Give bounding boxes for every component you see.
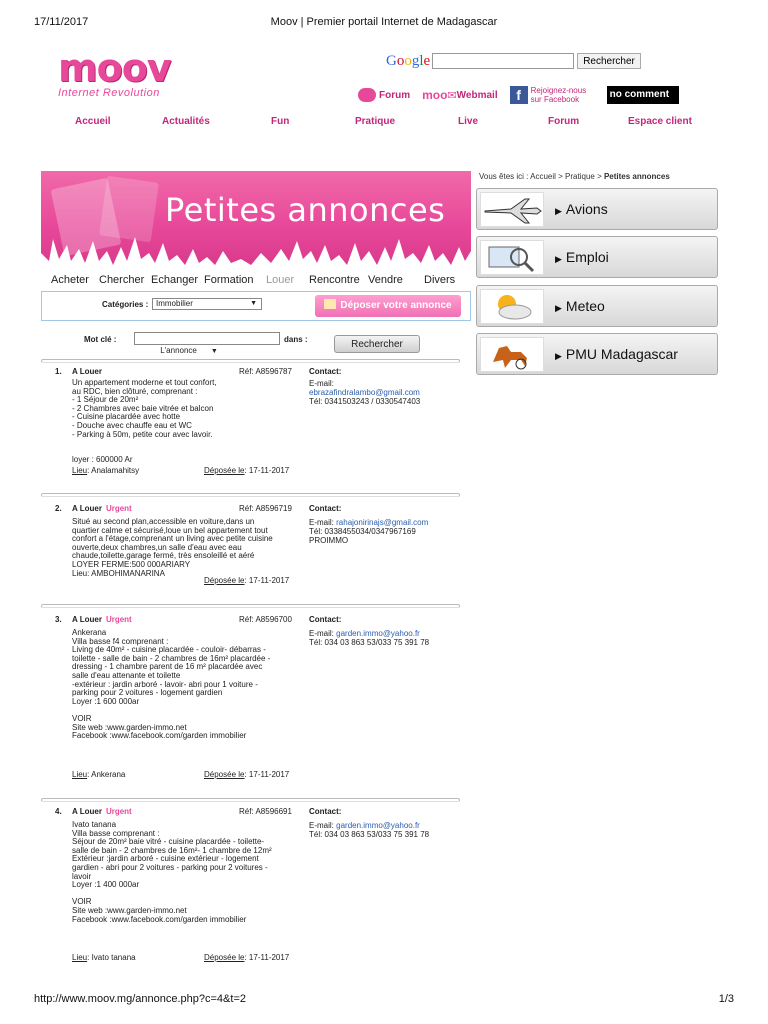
category-filter [41, 291, 471, 321]
sidebar-item-avions[interactable] [476, 188, 718, 230]
breadcrumb-current: Petites annonces [603, 172, 670, 181]
ad-divider [41, 604, 460, 608]
in-label: dans : [284, 335, 308, 344]
sun-cloud-icon [480, 289, 544, 324]
ad-type-label: A Louer [72, 367, 102, 376]
ad-contact-info [309, 629, 459, 647]
ad-email-link[interactable]: ebrazafindralambo@gmail.com [309, 388, 420, 397]
nav-forum[interactable]: Forum [548, 116, 580, 127]
nocomment-label: no comment [609, 89, 670, 100]
ad-type [72, 504, 132, 513]
keyword-input[interactable] [134, 332, 280, 345]
list-item[interactable] [41, 604, 460, 788]
urgent-badge: Urgent [105, 615, 132, 624]
ad-contact-label: Contact: [309, 367, 342, 376]
ad-email-label: E-mail: [309, 518, 334, 527]
ad-email-link[interactable]: garden.immo@yahoo.fr [336, 821, 420, 830]
deposit-ad-button[interactable] [315, 295, 461, 317]
ad-divider [41, 798, 460, 802]
tab-acheter[interactable]: Acheter [51, 274, 89, 286]
search-button[interactable]: Rechercher [577, 53, 641, 69]
tab-formation[interactable]: Formation [204, 274, 254, 286]
webmail-logo: moo [422, 88, 448, 102]
ad-number: 1. [55, 367, 62, 376]
ad-date-value: : 17-11-2017 [244, 770, 290, 779]
facebook-icon: f [510, 86, 528, 104]
triangle-right-icon: ▶ [555, 303, 562, 313]
ad-phone: Tél: 034 03 863 53/033 75 391 78 [309, 638, 430, 647]
ad-date [204, 466, 289, 475]
ad-phone: Tél: 0341503243 / 0330547403 [309, 397, 421, 406]
ad-number: 4. [55, 807, 62, 816]
moov-logo[interactable] [58, 46, 188, 100]
nav-pratique[interactable]: Pratique [355, 116, 396, 127]
ad-description: Situé au second plan,accessible en voiture,dans un quartier calme et sécurisé,loue un bel appartement tout confort a l'étage,comprenant un living avec petite cuisine ouverte,deux chambres,un salle d'eau avec eau chaude,toilette,garage fermé, très ensoleillé et aéré LOYER FERME:500 000ARIARY Lieu: AMBOHIMANARINA [72, 517, 273, 578]
print-url: http://www.moov.mg/annonce.php?c=4&t=2 [34, 993, 246, 1005]
ad-location-value: : Ivato tanana [87, 953, 136, 962]
print-title: Moov | Premier portail Internet de Madagascar [270, 16, 498, 28]
ad-contact-label: Contact: [309, 615, 342, 624]
grass-decoration-icon [41, 231, 471, 271]
ad-contact-info [309, 821, 459, 839]
ad-contact-label: Contact: [309, 807, 342, 816]
google-logo-icon: Google [386, 52, 431, 69]
ad-number: 2. [55, 504, 62, 513]
petites-annonces-banner [41, 171, 471, 271]
ad-phone: Tél: 0338455034/0347967169 PROIMMO [309, 527, 416, 545]
urgent-badge: Urgent [105, 807, 132, 816]
triangle-right-icon: ▶ [555, 206, 562, 216]
note-icon [324, 299, 336, 309]
ad-location [72, 770, 125, 779]
search-input[interactable] [432, 53, 574, 69]
ad-email-label: E-mail: [309, 379, 334, 388]
nav-accueil[interactable]: Accueil [75, 116, 111, 127]
ad-type-label: A Louer [72, 807, 102, 816]
keyword-search [0, 330, 480, 358]
banner-title: Petites annonces [165, 191, 446, 229]
ad-contact-info [309, 379, 459, 406]
nav-actualites[interactable]: Actualités [162, 116, 210, 127]
top-links [358, 84, 691, 106]
ad-reference: Réf: A8596719 [239, 504, 292, 513]
ad-location [72, 953, 136, 962]
keyword-label: Mot clé : [84, 335, 117, 344]
sidebar-item-label [555, 346, 678, 362]
airplane-icon [480, 192, 544, 227]
nav-fun[interactable]: Fun [271, 116, 290, 127]
webmail-link-label: Webmail [456, 89, 498, 101]
ad-contact-info [309, 518, 459, 545]
ad-number: 3. [55, 615, 62, 624]
sidebar-item-label [555, 298, 605, 314]
in-select[interactable] [134, 346, 244, 357]
ad-contact-label: Contact: [309, 504, 342, 513]
deposit-ad-label: Déposer votre annonce [340, 300, 452, 311]
sidebar-item-label [555, 249, 609, 265]
logo-tagline: Internet Revolution [58, 87, 160, 99]
tab-echanger[interactable]: Echanger [151, 274, 199, 286]
ad-location-value: : Ankerana [87, 770, 126, 779]
sidebar-item-label [555, 201, 608, 217]
google-search [386, 52, 641, 70]
tab-rencontre[interactable]: Rencontre [309, 274, 360, 286]
ad-reference: Réf: A8596787 [239, 367, 292, 376]
ad-location [72, 466, 139, 475]
magnifier-icon [480, 240, 544, 275]
ad-divider [41, 493, 460, 497]
breadcrumb-path[interactable]: Vous êtes ici : Accueil > Pratique > [479, 172, 604, 181]
ad-date-label: Déposée le [204, 953, 245, 962]
sidebar-avions-label: Avions [565, 201, 608, 217]
urgent-badge: Urgent [105, 504, 132, 513]
in-select-value: L'annonce [160, 346, 197, 355]
ad-description: Ivato tanana Villa basse comprenant : Séjour de 20m² baie vitré - cuisine placardée - toilette- salle de bain - 2 chambres de 16m²- 1 chambre de 12m² Extérieur :jardin arboré - cuisine extérieur - logement gardien - abri pour 2 voitures - parking pour 2 voitures - lavoir Loyer :1 400 000ar VOIR Site web :www.garden-immo.net Facebook :www.facebook.com/garden immobilier [72, 820, 272, 924]
ad-date-value: : 17-11-2017 [244, 576, 290, 585]
print-date: 17/11/2017 [34, 16, 89, 28]
ad-type [72, 367, 106, 376]
forum-link[interactable] [358, 88, 410, 102]
list-item[interactable] [41, 798, 460, 974]
print-page-number: 1/3 [718, 993, 734, 1005]
categories-select[interactable] [152, 298, 262, 310]
ad-location-label: Lieu [72, 466, 88, 475]
forum-link-label: Forum [379, 89, 411, 101]
tab-divers[interactable]: Divers [424, 274, 456, 286]
nav-espace-client[interactable]: Espace client [628, 116, 692, 127]
horse-icon [480, 337, 544, 372]
ad-date [204, 953, 289, 962]
breadcrumb [479, 172, 670, 181]
chevron-down-icon: ▼ [250, 300, 257, 307]
ad-phone: Tél: 034 03 863 53/033 75 391 78 [309, 830, 430, 839]
print-header [0, 16, 768, 30]
ad-location-value: : Analamahitsy [87, 466, 140, 475]
ad-description: Ankerana Villa basse f4 comprenant : Living de 40m² - cuisine placardée - couloir- débarras - toilette - salle de bain - 2 chambres de 16m² placardée - dressing - 1 chambre parent de 16 m² placardée avec salle d'eau attenante et toilette -extérieur : jardin arboré - lavoir- abri pour 1 voiture - parking pour 2 voitures - logement gardien Loyer :1 600 000ar VOIR Site web :www.garden-immo.net Facebook :www.facebook.com/garden immobilier [72, 628, 271, 741]
envelope-icon: ✉ [447, 89, 457, 102]
nocomment-link[interactable] [607, 86, 679, 104]
ad-date-value: : 17-11-2017 [244, 953, 290, 962]
chat-bubble-icon [358, 88, 376, 102]
tab-louer[interactable]: Louer [266, 274, 295, 286]
facebook-link[interactable] [510, 86, 595, 104]
triangle-right-icon: ▶ [555, 351, 562, 361]
ad-date-label: Déposée le [204, 466, 245, 475]
list-item[interactable] [41, 359, 460, 485]
ad-date [204, 576, 289, 585]
categories-label: Catégories : [102, 300, 149, 309]
ad-type [72, 615, 132, 624]
keyword-search-button[interactable]: Rechercher [334, 335, 420, 353]
ad-location-label: Lieu [72, 953, 88, 962]
ad-reference: Réf: A8596700 [239, 615, 292, 624]
ad-divider [41, 359, 460, 363]
webmail-link[interactable] [422, 88, 498, 102]
tab-chercher[interactable]: Chercher [99, 274, 145, 286]
logo-word: moov [58, 46, 171, 90]
ad-email-label: E-mail: [309, 821, 334, 830]
ad-date-label: Déposée le [204, 770, 245, 779]
main-nav [0, 116, 768, 130]
ad-date-value: : 17-11-2017 [244, 466, 290, 475]
ad-email-link[interactable]: rahajonirinajs@gmail.com [336, 518, 429, 527]
ad-type-label: A Louer [72, 615, 102, 624]
ad-type-label: A Louer [72, 504, 102, 513]
sidebar-item-pmu[interactable] [476, 333, 718, 375]
ad-reference: Réf: A8596691 [239, 807, 292, 816]
ad-email-link[interactable]: garden.immo@yahoo.fr [336, 629, 420, 638]
sidebar-item-emploi[interactable] [476, 236, 718, 278]
categories-select-value: Immobilier [156, 299, 193, 308]
chevron-down-icon: ▼ [210, 348, 218, 355]
tab-vendre[interactable]: Vendre [368, 274, 403, 286]
list-item[interactable] [41, 493, 460, 595]
sidebar-pmu-label: PMU Madagascar [565, 346, 678, 362]
ad-location-label: Lieu [72, 770, 88, 779]
ad-email-label: E-mail: [309, 629, 334, 638]
ad-date [204, 770, 289, 779]
sidebar-item-meteo[interactable] [476, 285, 718, 327]
ad-date-label: Déposée le [204, 576, 245, 585]
nav-live[interactable]: Live [458, 116, 479, 127]
sidebar-emploi-label: Emploi [565, 249, 609, 265]
sidebar-meteo-label: Meteo [565, 298, 605, 314]
ad-description: Un appartement moderne et tout confort, au RDC, bien clôturé, comprenant : - 1 Séjour de 20m² - 2 Chambres avec baie vitrée et balcon - Cuisine placardée avec hotte - Douche avec chauffe eau et WC - Parking à 50m, petite cour avec lavoir. loyer : 600000 Ar [72, 378, 217, 465]
triangle-right-icon: ▶ [555, 254, 562, 264]
ad-type [72, 807, 132, 816]
facebook-link-label: Rejoignez-nous sur Facebook [530, 86, 587, 104]
